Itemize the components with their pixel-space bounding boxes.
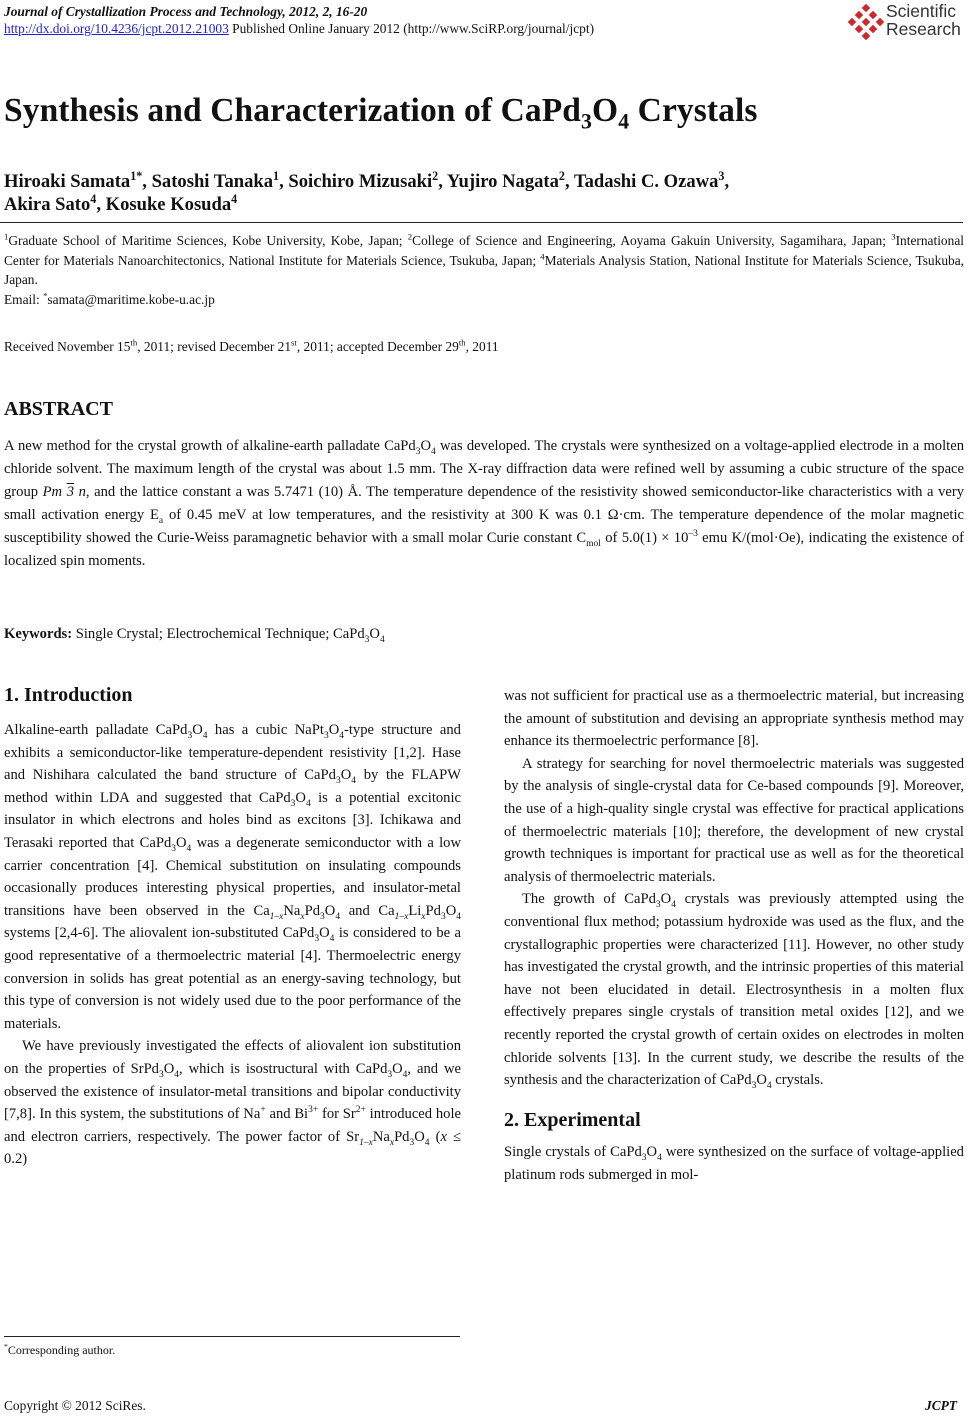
author: Kosuke Kosuda$^4$: [105, 191, 238, 215]
journal-name: Journal of Crystallization Process and Technology: [4, 4, 283, 19]
keywords: Keywords: Single Crystal; Electrochemical Technique; $CaPd_3O_4$: [4, 626, 385, 645]
author: Yujiro Nagata$^2$,: [446, 168, 574, 192]
journal-citation: [4, 4, 367, 20]
journal-abbreviation: JCPT: [925, 1398, 957, 1413]
copyright: Copyright © 2012 SciRes.: [4, 1398, 146, 1413]
doi-line: [4, 21, 594, 37]
title-sub: 4: [618, 109, 630, 134]
footnote-divider: [4, 1336, 460, 1337]
title-part: Crystals: [629, 92, 758, 129]
author: Akira Sato$^4$,: [4, 191, 106, 215]
author: Hiroaki Samata$^{1*}$,: [4, 168, 152, 192]
paragraph: The growth of $CaPd_3O_4$ crystals was previously attempted using the conventional flux method; potassium hydroxide was used as the flux, and the crystallographic properties were characterized [11]. However, no other study has investigated the crystal growth, and the intrinsic properties of this material have not been elucidated in detail. Electrosynthesis in a molten flux effectively prepares single crystals of transition metal oxides [12], and we recently reported the crystal growth of certain oxides on electrodes in molten chloride solvents [13]. In the current study, we describe the results of the synthesis and the characterization of $CaPd_3O_4$ crystals.: [504, 891, 964, 1091]
section-heading-experimental: 2. Experimental: [504, 1108, 641, 1131]
published-online: Published Online January 2012 (http://www.SciRP.org/journal/jcpt): [228, 21, 595, 36]
title-sub: 3: [581, 109, 593, 134]
paper-title: [4, 92, 758, 134]
author-list: [4, 170, 954, 216]
title-part: O: [592, 92, 619, 129]
logo-line1: Scientific: [886, 1, 957, 21]
keywords-label: Keywords:: [4, 626, 73, 642]
paragraph: Single crystals of $CaPd_3O_4$ were synthesized on the surface of voltage-applied platinum rods submerged in mol-: [504, 1144, 964, 1183]
section-heading-introduction: 1. Introduction: [4, 684, 133, 706]
received-dates: Received November 15th, 2011; revised December 21st, 2011; accepted December 29th, 2011: [4, 337, 499, 354]
journal-volume: , 2012, 2, 16-20: [282, 4, 368, 19]
scirp-logo: [848, 2, 964, 42]
logo-wordmark: [886, 2, 961, 38]
header-divider: [0, 222, 963, 223]
footnote: *Corresponding author.: [4, 1342, 116, 1357]
email-address[interactable]: samata@maritime.kobe-u.ac.jp: [47, 291, 215, 307]
title-part: Synthesis and Characterization of CaPd: [4, 92, 582, 129]
left-column: [4, 719, 461, 1171]
abstract-body: A new method for the crystal growth of alkaline-earth palladate $CaPd_3O_4$ was developed. The crystals were synthesized on a voltage-applied electrode in a molten chloride solvent. The maximum length of the crystal was about 1.5 mm. The X-ray diffraction data were refined well by assuming a cubic structure of the space group Pm 3 n, and the lattice constant a was 5.7471 (10) Å. The temperature dependence of the resistivity showed semiconductor-like characteristics with a very small activation energy $E_a$ of 0.45 meV at low temperatures, and the resistivity at 300 K was 0.1 Ω·cm. The temperature dependence of the molar magnetic susceptibility showed the Curie-Weiss paramagnetic behavior with a small molar Curie constant $C_{mol}$ of $5.0(1) \times 10^{-3}$ emu K/(mol·Oe), indicating the existence of localized spin moments.: [4, 438, 965, 569]
author: Satoshi Tanaka$^1$,: [151, 168, 289, 192]
scirp-logo-icon: [848, 4, 884, 40]
email-label: Email:: [4, 291, 44, 307]
space-group: Pm 3 n: [42, 484, 86, 500]
paragraph: A strategy for searching for novel thermoelectric materials was suggested by the analysis of single-crystal data for Ce-based compounds [9]. Moreover, the use of a high-quality single crystal was effective for practical applications of thermoelectric materials [10]; therefore, the development of new crystal growth techniques is important for practical use as well as for the theoretical analysis of thermoelectric materials.: [504, 755, 964, 885]
affiliations: $^1$Graduate School of Maritime Sciences, Kobe University, Kobe, Japan; $^2$College of Science and Engineering, Aoyama Gakuin University, Sagamihara, Japan; $^3$International Center for Materials Nanoarchitectonics, National Institute for Materials Science, Tsukuba, Japan; $^4$Materials Analysis Station, National Institute for Materials Science, Tsukuba, Japan. Email: *samata@maritime.kobe-u.ac.jp: [4, 231, 964, 307]
abstract-heading: ABSTRACT: [4, 398, 113, 420]
paragraph: was not sufficient for practical use as a thermoelectric material, but increasing the amount of substitution and devising an appropriate synthesis method may enhance its thermoelectric performance [8].: [504, 688, 964, 750]
author: Tadashi C. Ozawa$^3$,: [573, 168, 730, 192]
doi-link[interactable]: http://dx.doi.org/10.4236/jcpt.2012.21003: [4, 21, 229, 36]
paragraph: Alkaline-earth palladate $CaPd_3O_4$ has a cubic $NaPt_3O_4$-type structure and exhibits a semiconductor-like temperature-dependent resistivity [1,2]. Hase and Nishihara calculated the band structure of $CaPd_3O_4$ by the FLAPW method within LDA and suggested that $CaPd_3O_4$ is a potential excitonic insulator in which electrons and holes bind as excitons [3]. Ichikawa and Terasaki reported that $CaPd_3O_4$ was a degenerate semiconductor with a low carrier concentration [4]. Chemical substitution on insulating compounds occasionally produces interesting physical properties, and insulator-metal transitions have been observed in the $Ca_{1-x}Na_xPd_3O_4$ and $Ca_{1-x}Li_xPd_3O_4$ systems [2,4-6]. The aliovalent ion-substituted $CaPd_3O_4$ is considered to be a good representative of a thermoelectric material [4]. Thermoelectric energy conversion in solids has great potential as an energy-saving technology, but this type of conversion is not widely used due to the poor performance of the materials.: [4, 722, 461, 1032]
logo-line2: Research: [886, 19, 961, 39]
paragraph: We have previously investigated the effects of aliovalent ion substitution on the properties of $SrPd_3O_4$, which is isostructural with $CaPd_3O_4$, and we observed the existence of insulator-metal transitions and bipolar conductivity [7,8]. In this system, the substitutions of Na+ and $Bi^{3+}$ for $Sr^{2+}$ introduced hole and electron carriers, respectively. The power factor of $Sr_{1-x}Na_xPd_3O_4$ (x ≤ 0.2): [4, 1038, 461, 1168]
author: Soichiro Mizusaki$^2$,: [288, 168, 447, 192]
right-column: [504, 685, 964, 1186]
